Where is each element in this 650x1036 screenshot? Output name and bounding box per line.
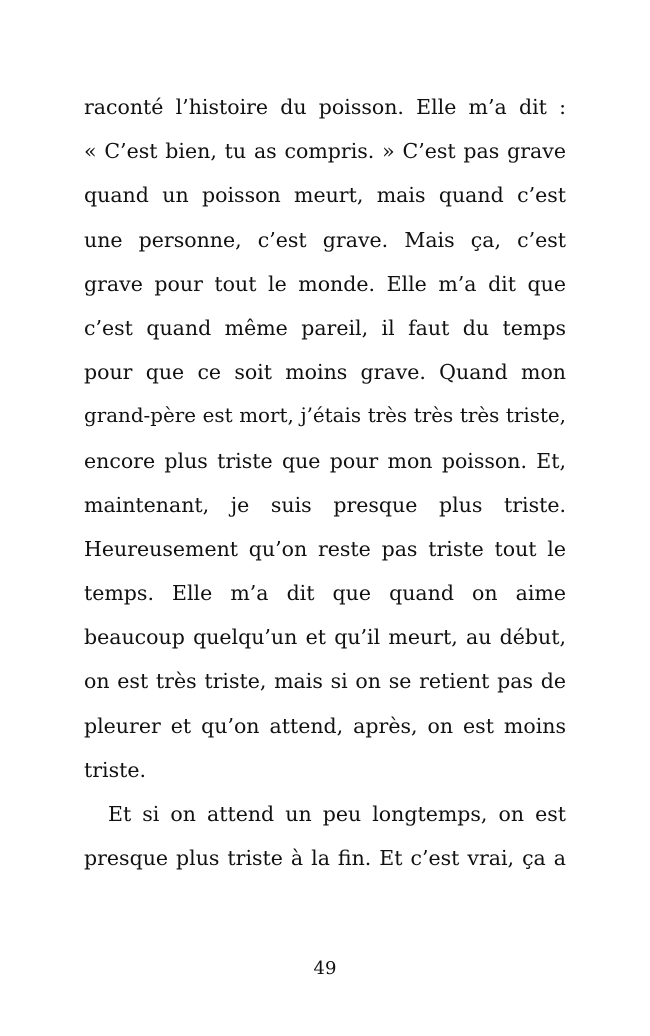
text-line: temps. Elle m’a dit que quand on aime [84,581,566,606]
text-line: Heureusement qu’on reste pas triste tout le [84,536,566,561]
text-line: Et si on attend un peu longtemps, on est [108,802,566,826]
body-text [84,85,566,880]
text-line: pour que ce soit moins grave. Quand mon [84,360,566,385]
text-line: encore plus triste que pour mon poisson. Et, [84,448,566,473]
text-line: une personne, c’est grave. Mais ça, c’est [84,227,566,252]
text-line: grand-père est mort, j’étais très très très triste, [84,404,566,428]
page-number: 49 [313,958,337,979]
text-line: pleurer et qu’on attend, après, on est moins [84,713,566,738]
paragraph-2 [84,792,566,880]
text-line: maintenant, je suis presque plus triste. [84,492,566,517]
text-line: presque plus triste à la fin. Et c’est vrai, ça a [84,846,566,871]
text-line: raconté l’histoire du poisson. Elle m’a dit : [84,95,566,119]
text-line: triste. [84,757,147,782]
text-line: quand un poisson meurt, mais quand c’est [84,183,566,208]
text-line: on est très triste, mais si on se retient pas de [84,669,566,694]
text-line: c’est quand même pareil, il faut du temps [84,315,566,340]
paragraph-1 [84,85,566,792]
text-line: beaucoup quelqu’un et qu’il meurt, au début, [84,625,566,650]
text-line: « C’est bien, tu as compris. » C’est pas grave [84,139,566,164]
text-line: grave pour tout le monde. Elle m’a dit que [84,271,566,296]
